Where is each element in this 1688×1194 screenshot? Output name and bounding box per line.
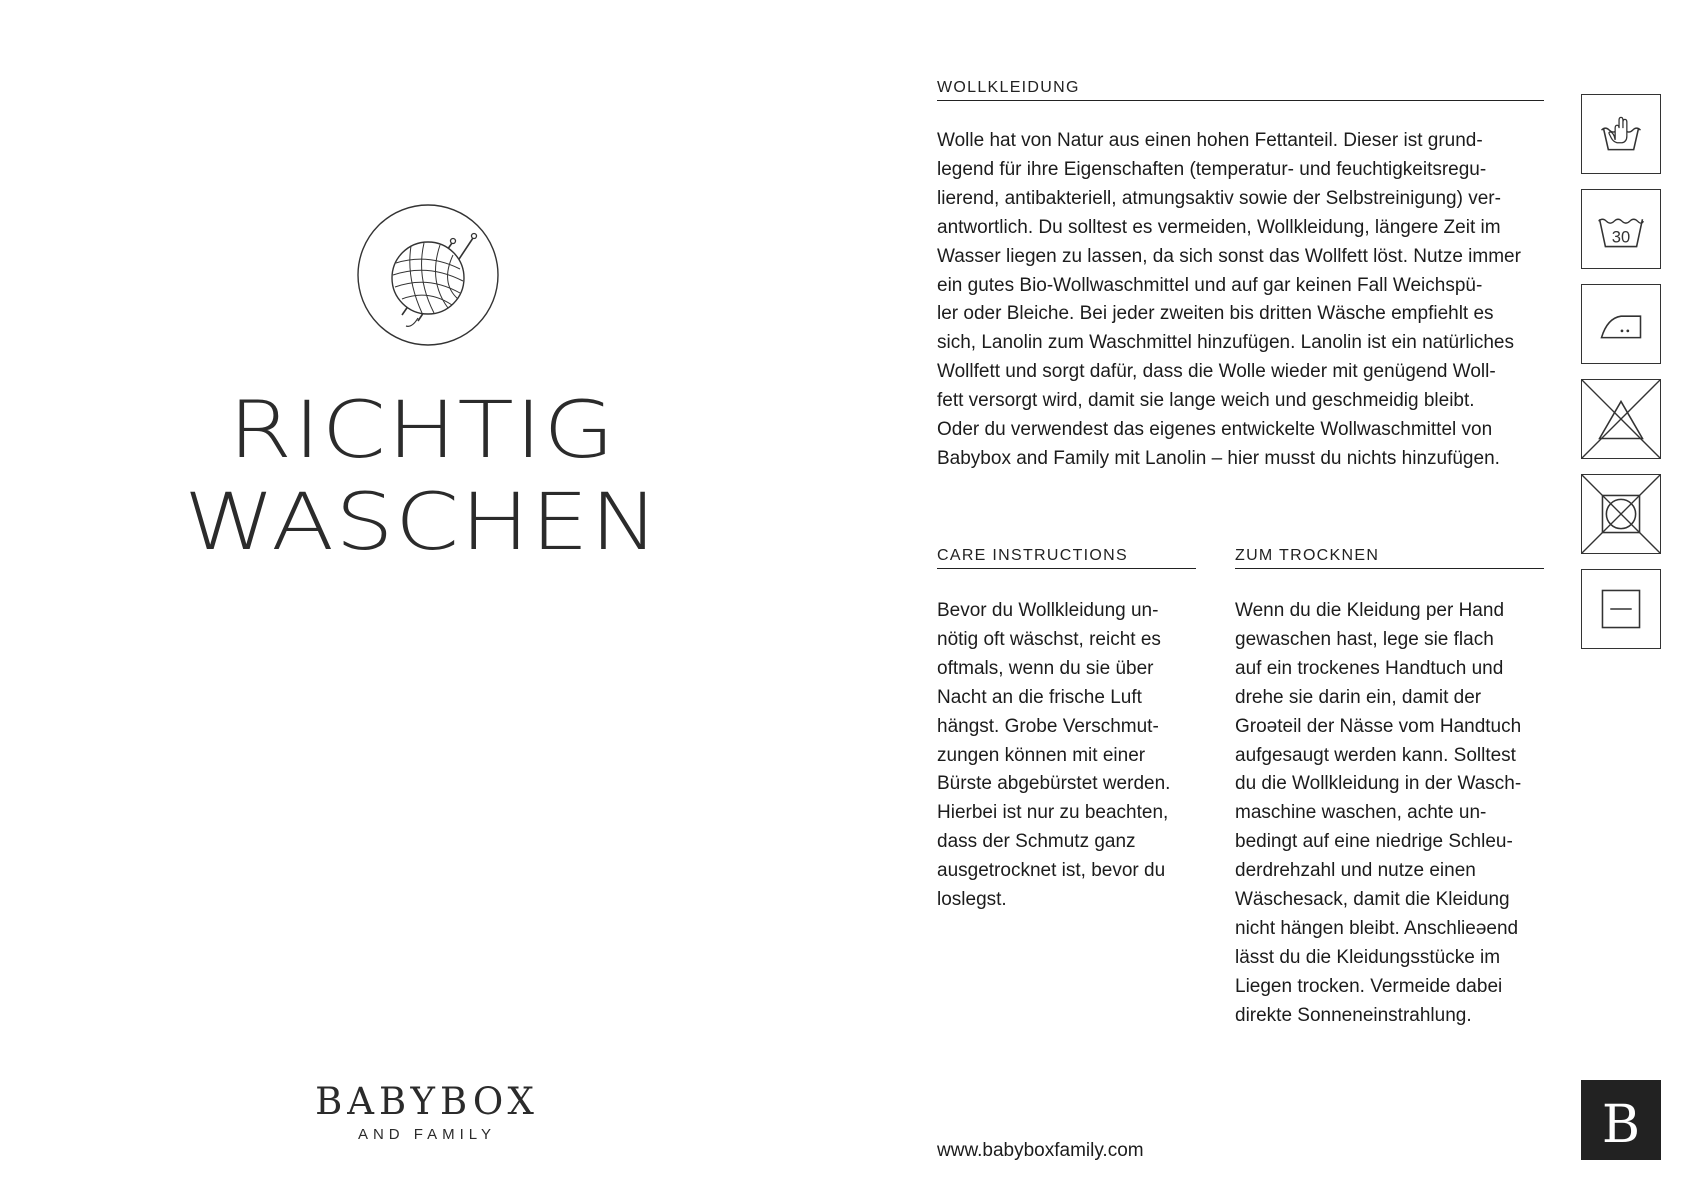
brand-subtitle: AND FAMILY — [357, 1126, 497, 1143]
paragraph-line: antwortlich. Du solltest es vermeiden, Wollkleidung, längere Zeit im — [937, 216, 1501, 238]
care-paragraph — [937, 597, 1212, 915]
no-tumble-dry-icon — [1581, 474, 1661, 554]
wool-paragraph — [937, 127, 1557, 474]
paragraph-line: legend für ihre Eigenschaften (temperatur- und feuchtigkeitsregu- — [937, 158, 1487, 180]
paragraph-line: aufgesaugt werden kann. Solltest — [1235, 744, 1516, 766]
page-title-line2: WASCHEN — [183, 478, 661, 568]
paragraph-line: dass der Schmutz ganz — [937, 831, 1136, 853]
paragraph-line: Wolle hat von Natur aus einen hohen Fettanteil. Dieser ist grund- — [937, 130, 1483, 151]
paragraph-line: Wenn du die Kleidung per Hand — [1235, 600, 1505, 621]
paragraph-line: sich, Lanolin zum Waschmittel hinzufügen. Lanolin ist ein natürliches — [937, 332, 1514, 354]
paragraph-line: zungen können mit einer — [937, 744, 1146, 766]
logo-letter: B — [1601, 1095, 1641, 1155]
paragraph-line: Wäschesack, damit die Kleidung — [1235, 889, 1510, 911]
paragraph-line: ausgetrocknet ist, bevor du — [937, 860, 1166, 882]
wash-temperature: 30 — [1611, 227, 1631, 247]
paragraph-line: Bürste abgebürstet werden. — [937, 773, 1171, 795]
section-heading-wool: WOLLKLEIDUNG — [937, 79, 1544, 101]
paragraph-line: lierend, antibakteriell, atmungsaktiv sowie der Selbstreinigung) ver- — [937, 187, 1501, 209]
paragraph-line: drehe sie darin ein, damit der — [1235, 686, 1482, 708]
page-title-line1: RICHTIG — [228, 386, 616, 476]
iron-low-heat-icon — [1581, 284, 1661, 364]
paragraph-line: du die Wollkleidung in der Wasch- — [1235, 773, 1522, 795]
paragraph-line: loslegst. — [937, 889, 1007, 911]
section-heading-care: CARE INSTRUCTIONS — [937, 547, 1196, 569]
paragraph-line: Nacht an die frische Luft — [937, 686, 1142, 708]
paragraph-line: Oder du verwendest das eigenes entwickelte Wollwaschmittel von — [937, 419, 1493, 441]
paragraph-line: auf ein trockenes Handtuch und — [1235, 657, 1504, 679]
paragraph-line: nicht hängen bleibt. Anschlieǝend — [1235, 917, 1519, 939]
dry-flat-icon — [1581, 569, 1661, 649]
paragraph-line: hängst. Grobe Verschmut- — [937, 715, 1159, 737]
paragraph-line: Wasser liegen zu lassen, da sich sonst das Wollfett löst. Nutze immer — [937, 245, 1521, 267]
paragraph-line: Liegen trocken. Vermeide dabei — [1235, 975, 1503, 997]
dry-paragraph — [1235, 597, 1555, 1031]
website-link[interactable]: www.babyboxfamily.com — [937, 1140, 1144, 1161]
yarn-ball-icon — [356, 203, 500, 347]
hand-wash-icon — [1581, 94, 1661, 174]
paragraph-line: Groǝteil der Nässe vom Handtuch — [1235, 715, 1522, 737]
paragraph-line: ler oder Bleiche. Bei jeder zweiten bis dritten Wäsche empfiehlt es — [937, 303, 1494, 325]
paragraph-line: ein gutes Bio-Wollwaschmittel und auf gar keinen Fall Weichspü- — [937, 274, 1483, 296]
paragraph-line: lässt du die Kleidungsstücke im — [1235, 946, 1501, 968]
paragraph-line: nötig oft wäschst, reicht es — [937, 628, 1161, 650]
paragraph-line: maschine waschen, achte un- — [1235, 802, 1487, 824]
paragraph-line: Bevor du Wollkleidung un- — [937, 600, 1159, 621]
paragraph-line: Hierbei ist nur zu beachten, — [937, 802, 1169, 824]
brand-logo — [1581, 1080, 1661, 1160]
paragraph-line: oftmals, wenn du sie über — [937, 657, 1154, 679]
paragraph-line: Wollfett und sorgt dafür, dass die Wolle wieder mit genügend Woll- — [937, 361, 1496, 383]
wash-30-icon — [1581, 189, 1661, 269]
paragraph-line: bedingt auf eine niedrige Schleu- — [1235, 831, 1513, 853]
paragraph-line: gewaschen hast, lege sie flach — [1235, 628, 1494, 650]
section-heading-dry: ZUM TROCKNEN — [1235, 547, 1544, 569]
paragraph-line: direkte Sonneneinstrahlung. — [1235, 1004, 1472, 1026]
paragraph-line: fett versorgt wird, damit sie lange weich und geschmeidig bleibt. — [937, 390, 1475, 412]
brand-name: BABYBOX — [315, 1080, 539, 1123]
paragraph-line: derdrehzahl und nutze einen — [1235, 860, 1476, 882]
paragraph-line: Babybox and Family mit Lanolin – hier musst du nichts hinzufügen. — [937, 447, 1500, 469]
no-bleach-icon — [1581, 379, 1661, 459]
